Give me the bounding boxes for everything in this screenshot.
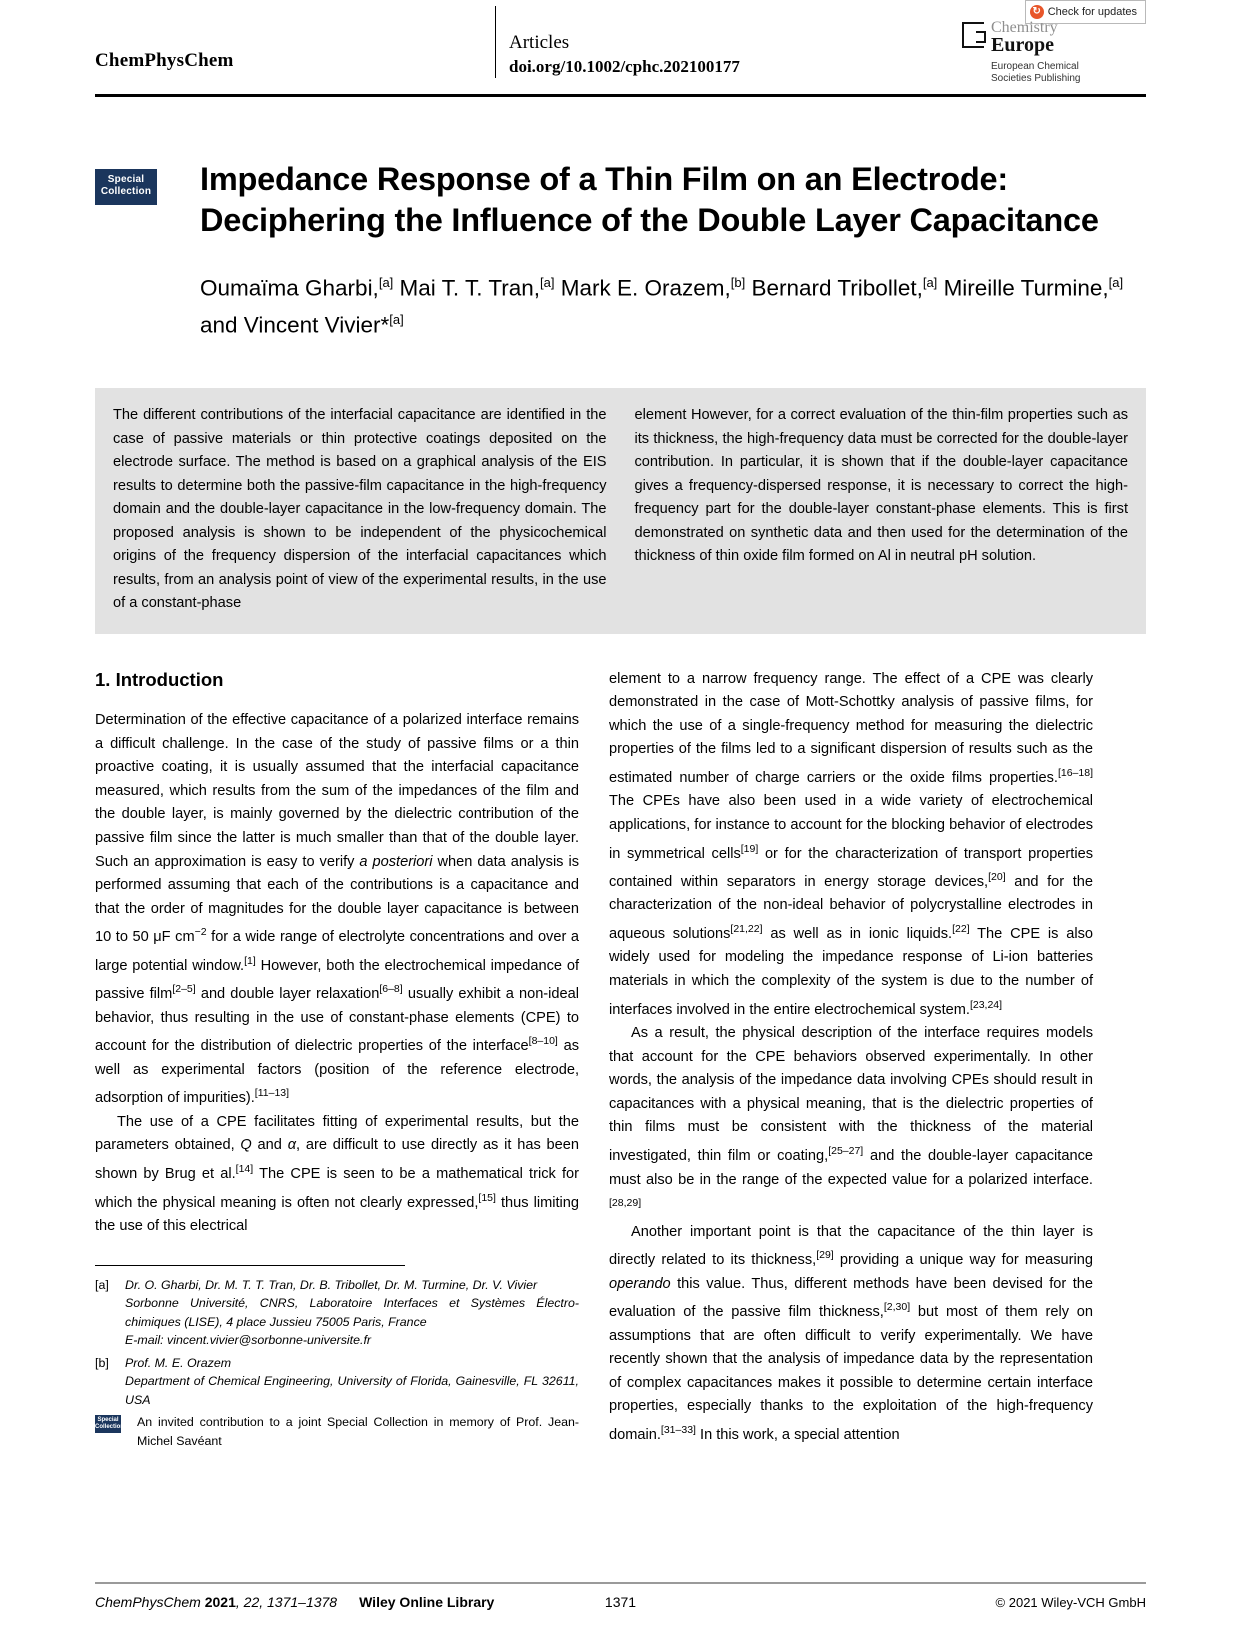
- paragraph: The use of a CPE facilitates fitting of experimental results, but the parameters obtained, Q and α, are difficult to use directly as it has been shown by Brug et al.[14] The CPE is seen to be a mathematical trick for which the physical meaning is often not clearly expressed,[15] thus limiting the use of this electrical: [95, 1113, 580, 1234]
- page-footer: [95, 1582, 1146, 1610]
- author-list: Oumaïma Gharbi,[a] Mai T. T. Tran,[a] Mark E. Orazem,[b] Bernard Tribollet,[a] Mireille Turmine,[a] and Vincent Vivier*[a]: [200, 275, 1124, 337]
- chemistry-europe-logo: [962, 20, 1142, 85]
- header-divider: [495, 6, 496, 78]
- special-collection-badge-line2: Collection: [100, 186, 152, 197]
- footnote-a-email[interactable]: E-mail: vincent.vivier@sorbonne-universite.fr: [125, 1333, 372, 1348]
- doi-link[interactable]: doi.org/10.1002/cphc.202100177: [509, 57, 740, 76]
- special-collection-badge-line1: Special: [107, 174, 145, 185]
- special-collection-badge-small[interactable]: [95, 1415, 125, 1433]
- abstract-column-right: element However, for a correct evaluation of the thin-film properties such as its thickness, the high-frequency data must be corrected for the double-layer contribution. In particular, it is shown that if the double-layer capacitance gives a frequency-dispersed response, it is necessary to correct the high-frequency part for the double-layer constant-phase elements. This is first demonstrated on synthetic data and then used for the determination of the thickness of thin oxide film formed on Al in neutral pH solution.: [634, 407, 1128, 564]
- page-header: [95, 0, 1146, 92]
- footnote-a: [95, 1276, 579, 1350]
- check-for-updates-label: Check for updates: [1047, 6, 1137, 18]
- paragraph: As a result, the physical description of the interface requires models that account for the CPE behaviors observed experimentally. In other words, the analysis of the impedance data involving CPEs should result in capacitances with a physical meaning, that is the dielectric properties of thin films must be consistent with the thickness of the material investigated, thin film or coating,[25–27] and the double-layer capacitance must also be in the range of the expected value for a polarized interface.[28,29]: [609, 1025, 1093, 1210]
- footnotes: [95, 1276, 579, 1451]
- paragraph: element to a narrow frequency range. The effect of a CPE was clearly demonstrated in the case of Mott-Schottky analysis of passive films, for which the use of a single-frequency method for measuring the dielectric properties of the films led to a significant dispersion of results such as the estimated number of charge carriers or the oxide films properties.[16–18] The CPEs have also been used in a wide variety of electrochemical applications, for instance to account for the blocking behavior of electrodes in symmetrical cells[19] or for the characterization of transport properties contained within separators in energy storage devices,[20] and for the characterization of the non-ideal behavior of polycrystalline electrodes in aqueous solutions[21,22] as well as in ionic liquids.[22] The CPE is also widely used for modeling the impedance response of Li-ion batteries materials in which the complexity of the system is due to the number of interfaces involved in the entire electrochemical system.[23,24]: [609, 670, 1094, 1018]
- article-type: Articles: [509, 32, 570, 53]
- footnote-a-line1: Dr. O. Gharbi, Dr. M. T. T. Tran, Dr. B. Tribollet, Dr. M. Turmine, Dr. V. Vivier: [125, 1277, 538, 1292]
- journal-name: ChemPhysChem: [95, 50, 234, 71]
- footnote-a-line2: Sorbonne Université, CNRS, Laboratoire Interfaces et Systèmes Électro-chimiques (LISE), 4 place Jussieu 75005 Paris, France: [125, 1296, 579, 1329]
- chemistry-europe-mark-icon: [962, 22, 984, 48]
- special-collection-badge[interactable]: [95, 169, 157, 205]
- footnote-divider: [95, 1265, 405, 1266]
- footnote-a-marker: [a]: [95, 1277, 109, 1292]
- article-title-line2: Deciphering the Influence of the Double Layer Capacitance: [200, 202, 1099, 238]
- refresh-circle-icon: ↻: [1030, 5, 1044, 19]
- chemistry-europe-sub-line1: European Chemical: [991, 61, 1079, 72]
- copyright-notice: © 2021 Wiley-VCH GmbH: [995, 1595, 1146, 1610]
- chemistry-europe-bottom-label: Europe: [991, 34, 1054, 56]
- section-heading-introduction: 1. Introduction: [95, 668, 224, 690]
- abstract-column-left: The different contributions of the interfacial capacitance are identified in the case of passive materials or thin protective coatings deposited on the electrode surface. The method is based on a graphical analysis of the EIS results to determine both the passive-film capacitance in the high-frequency domain and the double-layer capacitance in the low-frequency domain. The proposed analysis is shown to be independent of the physicochemical origins of the frequency dispersion of the interfacial capacitances which results, from an analysis point of view of the experimental results, in the use of a constant-phase: [113, 407, 607, 611]
- special-collection-badge-small-line2: Collection: [95, 1424, 125, 1431]
- page-title: [200, 159, 1146, 241]
- footnote-b-marker: [b]: [95, 1355, 109, 1370]
- wiley-online-library-link[interactable]: Wiley Online Library: [359, 1594, 495, 1610]
- paragraph: Determination of the effective capacitance of a polarized interface remains a difficult challenge. In the case of the study of passive films or a thin proactive coating, it is usually assumed that the interfacial capacitance measured, which results from the sum of the impedances of the film and the double layer, is mainly governed by the dielectric contribution of the passive film since the latter is much smaller than that of the double layer. Such an approximation is easy to verify a posteriori when data analysis is performed assuming that each of the contributions is a capacitance and that the order of magnitudes for the double layer capacitance is between 10 to 50 μF $cm^{-2}$ for a wide range of electrolyte concentrations and over a large potential window.[1] However, both the electrochemical impedance of passive film[2–5] and double layer relaxation[6–8] usually exhibit a non-ideal behavior, thus resulting in the use of constant-phase elements (CPE) to account for the distribution of dielectric properties of the interface[8–10] as well as experimental factors (position of the reference electrode, adsorption of impurities).[11–13]: [95, 712, 580, 1107]
- footnote-b-line1: Prof. M. E. Orazem: [125, 1355, 232, 1370]
- header-rule: [95, 94, 1146, 97]
- chemistry-europe-top-label: Chemistry: [991, 19, 1058, 36]
- body-columns: [95, 668, 1146, 1455]
- footer-divider: [95, 1582, 1146, 1584]
- footnote-b: [95, 1354, 579, 1410]
- title-block: [95, 159, 1146, 340]
- abstract-box: [95, 388, 1146, 634]
- special-collection-badge-small-line1: Special: [97, 1417, 119, 1424]
- article-title-line1: Impedance Response of a Thin Film on an Electrode:: [200, 161, 1009, 197]
- chemistry-europe-sub-line2: Societies Publishing: [991, 73, 1081, 84]
- paragraph: Another important point is that the capacitance of the thin layer is directly related to its thickness,[29] providing a unique way for measuring operando this value. Thus, different methods have been devised for the evaluation of the passive film thickness,[2,30] but most of them rely on assumptions that are often difficult to verify experimentally. We have recently shown that the analysis of impedance data by the representation of complex capacitances makes it possible to determine certain interface properties, especially thanks to the exploitation of the high-frequency domain.[31–33] In this work, a special attention: [609, 1223, 1093, 1443]
- body-column-left: [95, 668, 579, 1455]
- footnote-b-line2: Department of Chemical Engineering, University of Florida, Gainesville, FL 32611, USA: [125, 1374, 579, 1407]
- body-column-right: [609, 668, 1093, 1455]
- page-number: 1371: [604, 1594, 637, 1610]
- footer-citation: ChemPhysChem 2021, 22, 1371–1378: [95, 1594, 338, 1610]
- footnote-special-collection: [95, 1413, 579, 1450]
- special-collection-note: An invited contribution to a joint Special Collection in memory of Prof. Jean-Michel Savéant: [137, 1415, 579, 1448]
